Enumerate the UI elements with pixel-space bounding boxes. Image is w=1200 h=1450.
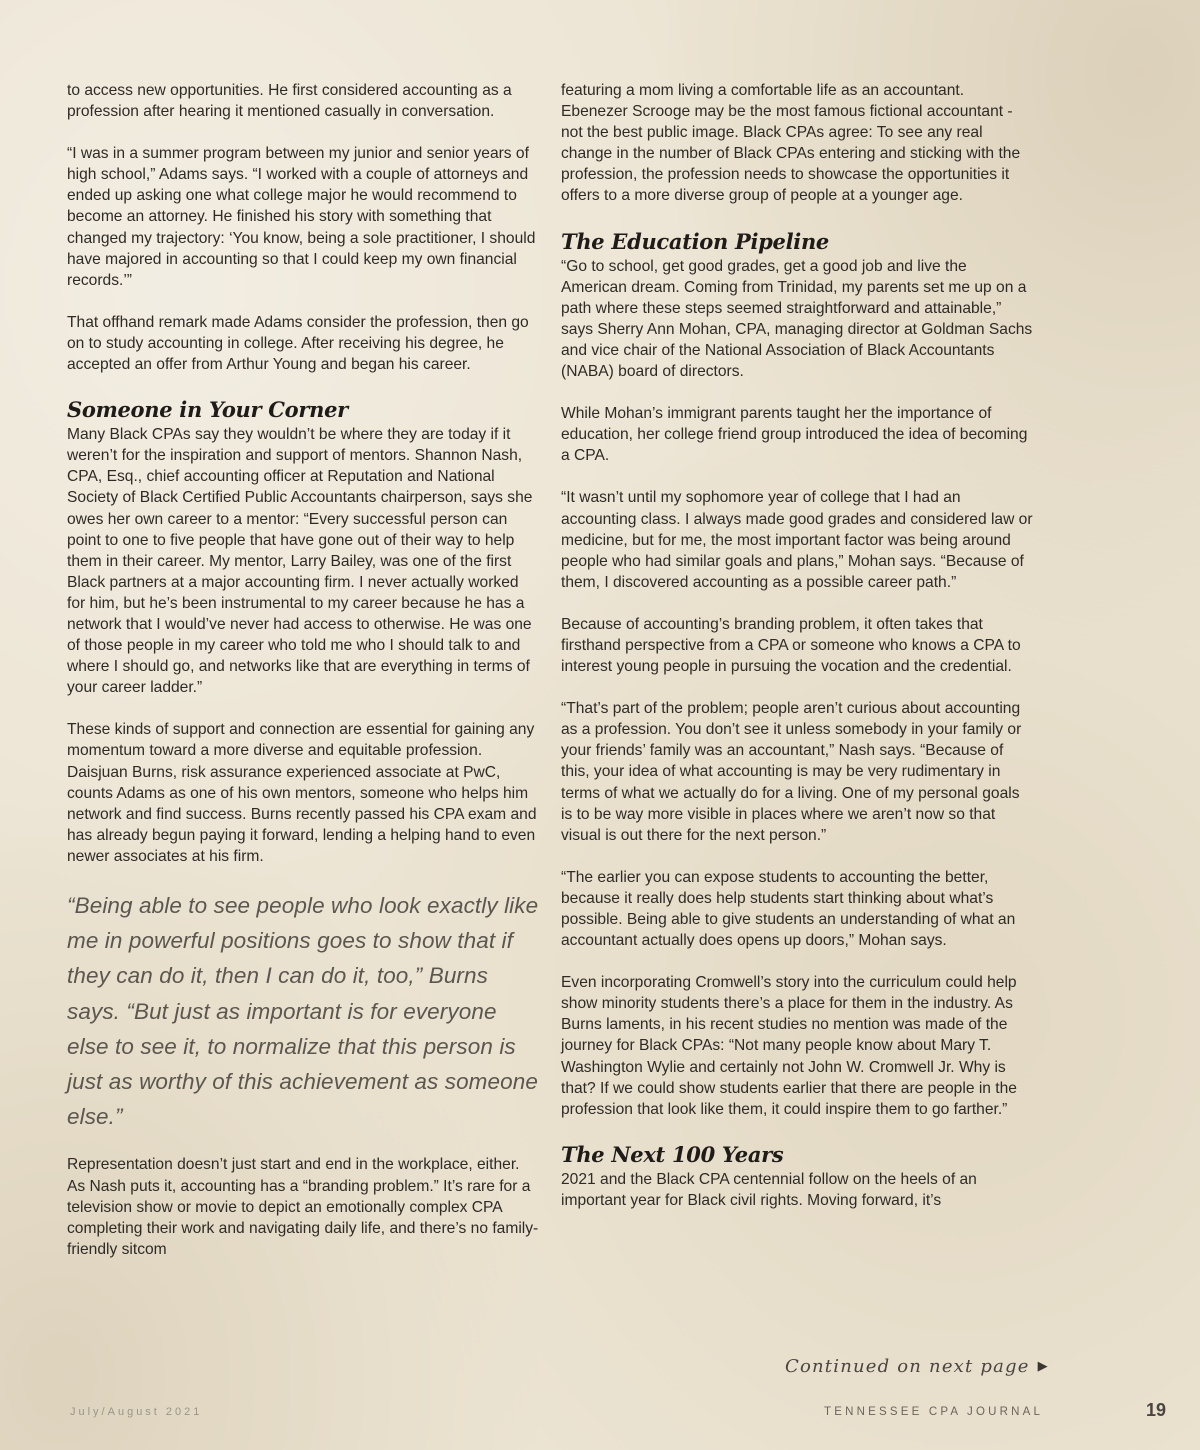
continued-link[interactable] <box>785 1356 1049 1377</box>
pull-quote: “Being able to see people who look exactly like me in powerful positions goes to show that if they can do it, then I can do it, too,” Burns says. “But just as important is for everyone else to see it, to normalize that this person is just as worthy of this achievement as someone else.” <box>67 893 539 1130</box>
right-column <box>561 80 1033 1232</box>
body-paragraph: 2021 and the Black CPA centennial follow on the heels of an important year for Black civil rights. Moving forward, it’s <box>561 1170 977 1209</box>
body-paragraph: These kinds of support and connection are essential for gaining any momentum toward a more diverse and equitable profession. Daisjuan Burns, risk assurance experienced associate at PwC, counts Adams as one of his own mentors, someone who helps him network and find success. Burns recently passed his CPA exam and has already begun paying it forward, lending a helping hand to even newer associates at his firm. <box>67 721 537 865</box>
triangle-right-icon: ▶ <box>1037 1359 1049 1374</box>
page-number: 19 <box>1146 1400 1167 1420</box>
continued-label: Continued on next page <box>785 1356 1030 1377</box>
section-heading-education-pipeline: The Education Pipeline <box>561 228 829 254</box>
body-paragraph: Even incorporating Cromwell’s story into the curriculum could help show minority students there’s a place for them in the industry. As Burns laments, in his recent studies no mention was made of the journey for Black CPAs: “Not many people know about Mary T. Washington Wylie and certainly not John W. Cromwell Jr. Why is that? If we could show students earlier that there are people in the profession that look like them, it could inspire them to go farther.” <box>561 974 1017 1118</box>
publication-name: TENNESSEE CPA JOURNAL <box>824 1406 1044 1418</box>
body-paragraph: “I was in a summer program between my junior and senior years of high school,” Adams says. “I worked with a couple of attorneys and ended up asking one what college major he would recommend to become an attorney. He finished his story with something that changed my trajectory: ‘You know, being a sole practitioner, I should have majored in accounting so that I could keep my own financial records.’” <box>67 145 536 289</box>
body-paragraph: “The earlier you can expose students to accounting the better, because it really does help students start thinking about what’s possible. Being able to give students an understanding of what an accountant actually does opens up doors,” Mohan says. <box>561 868 1016 950</box>
left-column <box>67 80 539 1281</box>
body-paragraph: to access new opportunities. He first considered accounting as a profession after hearing it mentioned casually in conversation. <box>67 82 512 121</box>
body-paragraph: “That’s part of the problem; people aren’t curious about accounting as a profession. You don’t see it unless somebody in your family or your friends’ family was an accountant,” Nash says. “Because of this, your idea of what accounting is may be very rudimentary in terms of what we actually do for a living. One of my personal goals is to be way more visible in places where we aren’t now so that visual is out there for the next person.” <box>561 700 1022 844</box>
body-paragraph: That offhand remark made Adams consider the profession, then go on to study accounting in college. After receiving his degree, he accepted an offer from Arthur Young and began his career. <box>67 313 529 374</box>
body-paragraph: “Go to school, get good grades, get a good job and live the American dream. Coming from Trinidad, my parents set me up on a path where these steps seemed straightforward and attainable,” says Sherry Ann Mohan, CPA, managing director at Goldman Sachs and vice chair of the National Association of Black Accountants (NABA) board of directors. <box>561 257 1033 381</box>
body-paragraph: While Mohan’s immigrant parents taught her the importance of education, her college friend group introduced the idea of becoming a CPA. <box>561 405 1028 465</box>
body-paragraph: “It wasn’t until my sophomore year of college that I had an accounting class. I always made good grades and considered law or medicine, but for me, the most important factor was being around people who had similar goals and plans,” Mohan says. “Because of them, I discovered accounting as a possible career path.” <box>561 489 1033 591</box>
body-paragraph: Because of accounting’s branding problem, it often takes that firsthand perspective from a CPA or someone who knows a CPA to interest young people in pursuing the vocation and the credential. <box>561 615 1021 676</box>
issue-date: July/August 2021 <box>70 1406 203 1418</box>
section-heading-someone-in-your-corner: Someone in Your Corner <box>67 397 348 423</box>
body-paragraph: featuring a mom living a comfortable life as an accountant. Ebenezer Scrooge may be the most famous fictional accountant - not the best public image. Black CPAs agree: To see any real change in the number of Black CPAs entering and sticking with the profession, the profession needs to showcase the opportunities it offers to a more diverse group of people at a younger age. <box>561 82 1021 205</box>
body-paragraph: Representation doesn’t just start and end in the workplace, either. As Nash puts it, accounting has a “branding problem.” It’s rare for a television show or movie to depict an emotionally complex CPA completing their work and navigating daily life, and there’s no family-friendly sitcom <box>67 1156 539 1258</box>
body-paragraph: Many Black CPAs say they wouldn’t be where they are today if it weren’t for the inspiration and support of mentors. Shannon Nash, CPA, Esq., chief accounting officer at Reputation and National Society of Black Certified Public Accountants chairperson, says she owes her own career to a mentor: “Every successful person can point to one to five people that have gone out of their way to help them in their career. My mentor, Larry Bailey, was one of the first Black partners at a major accounting firm. I never actually worked for him, but he’s been instrumental to my career because he has a network that I would’ve never had access to otherwise. He was one of those people in my career who told me who I should talk to and where I should go, and networks like that are everything in terms of your career ladder.” <box>67 426 533 697</box>
section-heading-next-100-years: The Next 100 Years <box>561 1141 784 1167</box>
